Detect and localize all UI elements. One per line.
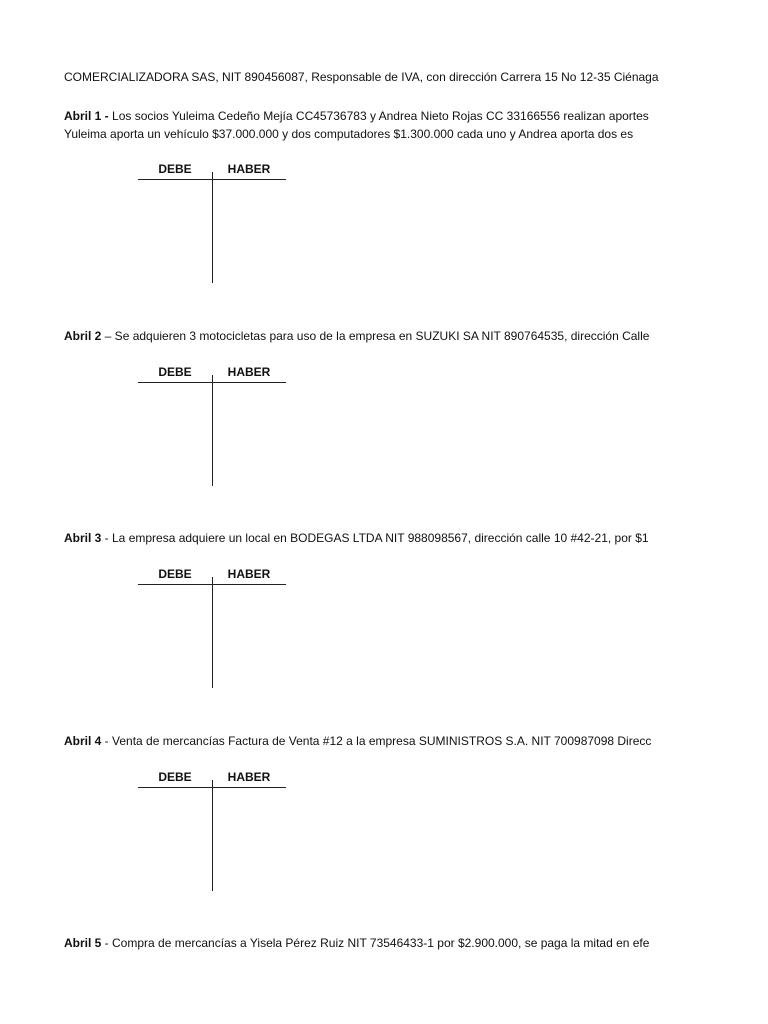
entry-1-line-1	[64, 109, 660, 124]
entry-2-line	[64, 329, 660, 344]
entry-5-line	[64, 936, 660, 951]
t-account-4	[138, 770, 286, 900]
credit-label: HABER	[227, 162, 271, 176]
entry-1-line-2: Yuleima aporta un vehículo $37.000.000 y dos computadores $1.300.000 cada uno y Andrea aporta dos es	[64, 127, 634, 141]
t-account-divider	[212, 375, 213, 486]
t-account-divider	[212, 172, 213, 283]
credit-label: HABER	[227, 365, 271, 379]
entry-5-text: - Compra de mercancías a Yisela Pérez Ruiz NIT 73546433-1 por $2.900.000, se paga la mitad en efe	[101, 936, 650, 950]
entry-3-line	[64, 531, 660, 546]
debit-label: DEBE	[158, 162, 192, 176]
entry-3-date: Abril 3	[64, 531, 102, 545]
t-account-divider	[212, 577, 213, 688]
t-account-2	[138, 365, 286, 495]
t-account-1	[138, 162, 286, 292]
entry-5-date: Abril 5	[64, 936, 102, 950]
credit-label: HABER	[227, 567, 271, 581]
credit-label: HABER	[227, 770, 271, 784]
debit-label: DEBE	[158, 770, 192, 784]
company-info: COMERCIALIZADORA SAS, NIT 890456087, Responsable de IVA, con dirección Carrera 15 No 12-35 Ciénaga	[64, 70, 659, 84]
t-account-3	[138, 567, 286, 697]
entry-2-date: Abril 2	[64, 329, 102, 343]
t-account-divider	[212, 780, 213, 891]
entry-3-text: - La empresa adquiere un local en BODEGAS LTDA NIT 988098567, dirección calle 10 #42-21, por $1	[101, 531, 649, 545]
entry-4-line	[64, 734, 660, 749]
debit-label: DEBE	[158, 567, 192, 581]
entry-1-date: Abril 1 -	[64, 109, 113, 123]
entry-1-text: Los socios Yuleima Cedeño Mejía CC45736783 y Andrea Nieto Rojas CC 33166556 realizan aportes	[112, 109, 649, 123]
entry-4-text: - Venta de mercancías Factura de Venta #12 a la empresa SUMINISTROS S.A. NIT 700987098 Direcc	[101, 734, 652, 748]
entry-2-text: – Se adquieren 3 motocicletas para uso de la empresa en SUZUKI SA NIT 890764535, dirección Calle	[101, 329, 650, 343]
entry-4-date: Abril 4	[64, 734, 102, 748]
debit-label: DEBE	[158, 365, 192, 379]
